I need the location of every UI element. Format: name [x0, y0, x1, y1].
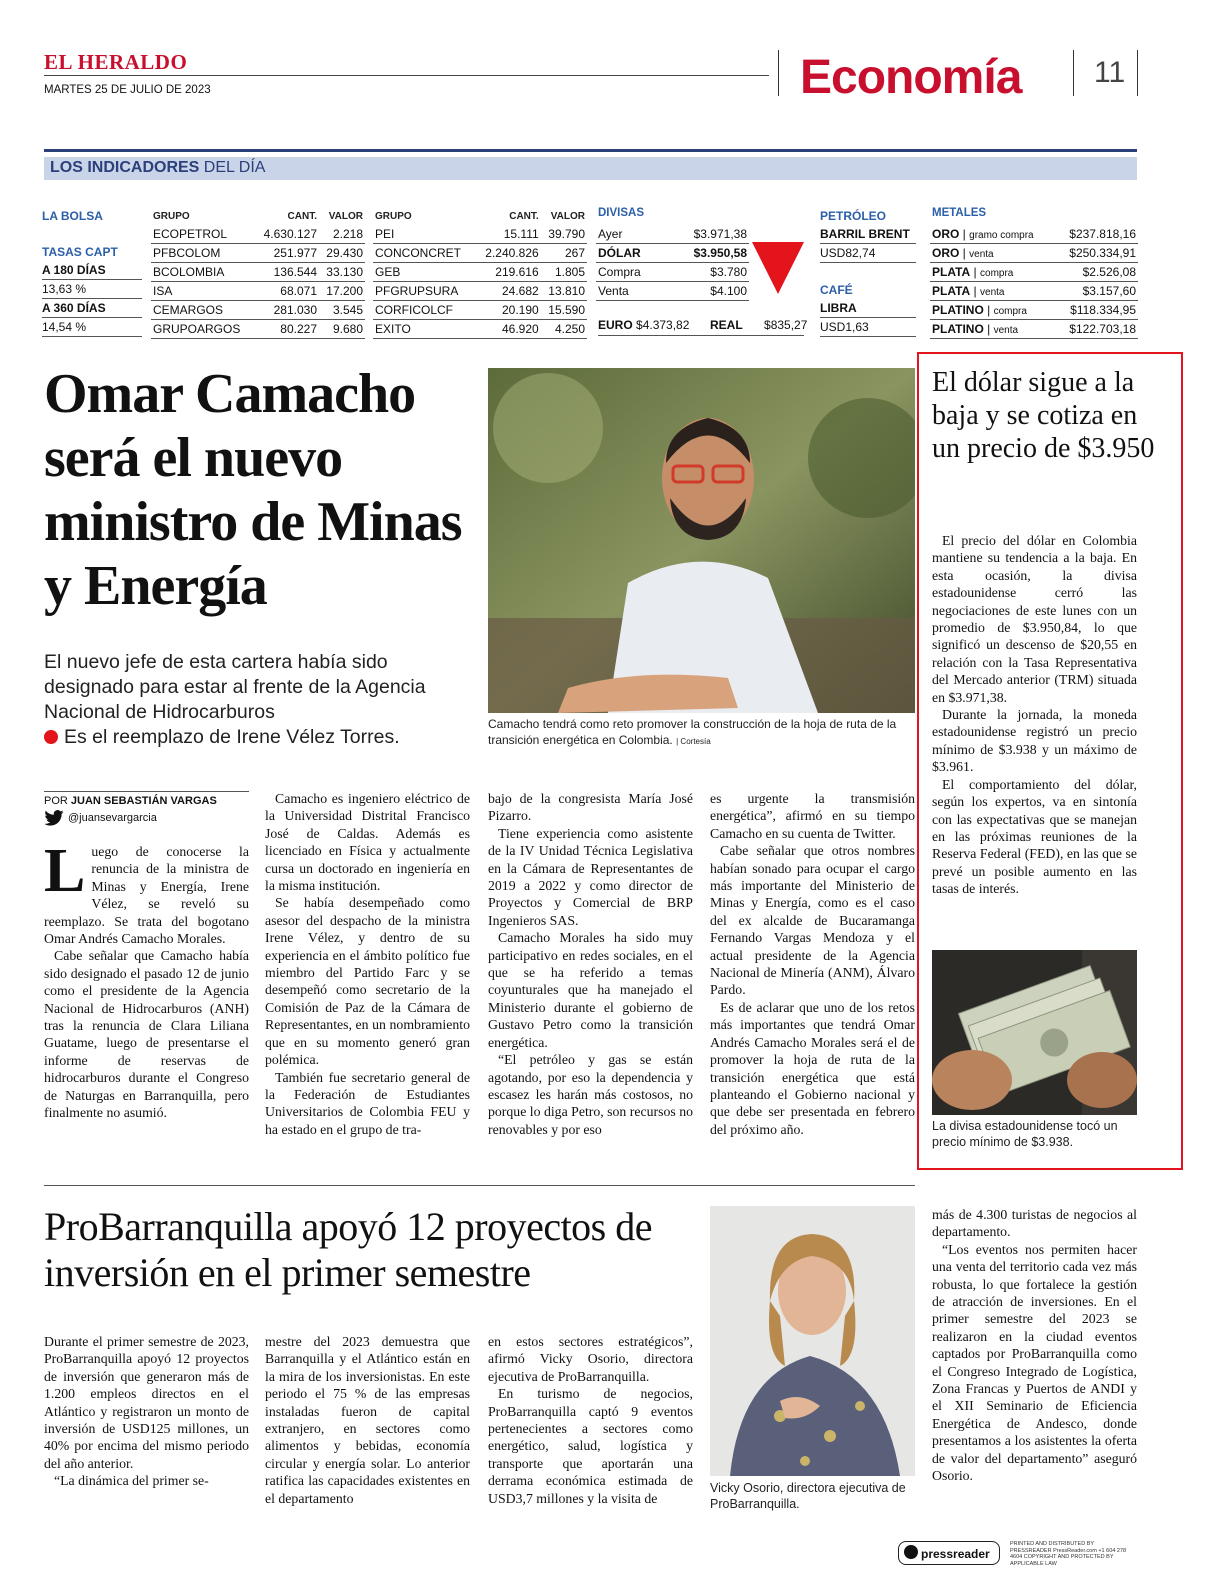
deck-text: El nuevo jefe de esta cartera había sido designado para estar al frente de la Agencia Nacional de Hidrocarburos [44, 651, 426, 723]
article-column-4: es urgente la transmisión energética”, afirmó en su tiempo Camacho en su cuenta de Twitter. Cabe señalar que otros nombres habían sonado para ocupar el cargo más importante del Ministerio de Minas y Energía, como es el caso del ex alcalde de Bucaramanga Fernando Vargas Mendoza y el actual presidente de la Agencia Nacional de Minería (ANM), Álvaro Pardo. Es de aclarar que uno de los retos más importantes que tendrá Omar Andrés Camacho Morales será el de promover la hoja de ruta de la transición energética que está planteando el Gobierno nacional y que debe ser presentada en febrero del próximo año. [710, 791, 915, 1137]
twitter-icon [44, 810, 64, 826]
table-row: EXITO 46.920 4.250 [373, 320, 587, 339]
brent-value: USD82,74 [820, 244, 916, 263]
article-headline: Omar Camacho será el nuevo ministro de Minas y Energía [44, 363, 462, 617]
stocks-table-left [151, 207, 365, 339]
table-row: PEI 15.111 39.790 [373, 225, 587, 244]
divisas-rule [598, 335, 804, 336]
col-header: VALOR [328, 210, 363, 222]
divisas-label: DIVISAS [598, 207, 645, 219]
table-row: Ayer $3.971,38 [596, 225, 749, 244]
article2-headline: ProBarranquilla apoyó 12 proyectos de inversión en el primer semestre [44, 1204, 653, 1295]
table-row: GEB 219.616 1.805 [373, 263, 587, 282]
pressreader-icon [904, 1545, 918, 1559]
metales-table [930, 225, 1138, 339]
tasas-label: TASAS CAPT [42, 245, 118, 259]
table-row: PLATINO | compra $118.334,95 [930, 301, 1138, 320]
deck-bullet-line [44, 725, 474, 750]
sidebar-headline: El dólar sigue a la baja y se cotiza en un precio de $3.950 [932, 367, 1155, 464]
article-column-1: Luego de conocerse la renuncia de la ministra de Minas y Energía, Irene Vélez, se reveló su reemplazo. Se trata del bogotano Omar Andrés Camacho Morales. Cabe señalar que Camacho había sido designado el pasado 12 de junio como el presidente de la Agencia Nacional de Hidrocarburos (ANH) tras la renuncia de Clara Liliana Guatame, luego de presentarse el informe de reservas de hidrocarburos durante el Congreso de Naturgas en Barranquilla, pero finalmente no asumió. [44, 837, 249, 1121]
article2-column-4: más de 4.300 turistas de negocios al departamento. “Los eventos nos permiten hacer una venta del territorio cada vez más robusta, lo que fortalece la gestión de atracción de inversiones. En el primer semestre del 2023 se realizaron en la ciudad eventos captados por ProBarranquilla como el Congreso Integrado de Logística, Zona Francas y Puertos de ANDI y el XII Seminario de Eficiencia Energética de Andesco, donde presentamos a los asistentes la oferta de valor del departamento” aseguró Osorio. [932, 1207, 1137, 1484]
tasa-label: A 360 DÍAS [42, 299, 142, 318]
bolsa-label: LA BOLSA [42, 209, 103, 223]
table-row: ISA 68.071 17.200 [151, 282, 365, 301]
section-title: Economía [800, 51, 1022, 104]
article-deck [44, 650, 474, 750]
table-row: CORFICOLCF 20.190 15.590 [373, 301, 587, 320]
pressreader-fine-print: PRINTED AND DISTRIBUTED BY PRESSREADER PressReader.com +1 604 278 4604 COPYRIGHT AND PROTECTED BY APPLICABLE LAW [1010, 1541, 1127, 1567]
article-column-3: bajo de la congresista María José Pizarro. Tiene experiencia como asistente de la IV Unidad Técnica Legislativa en la Cámara de Representantes de 2019 a 2022 y como director de Proyectos y Comercial de BRP Ingenieros SAS. Camacho Morales ha sido muy participativo en redes sociales, en el que se ha referido a temas coyunturales que ha manejado el Ministerio durante el gobierno de Gustavo Petro como la transición energética. “El petróleo y gas se están agotando, por eso la dependencia y escasez les harán más costosos, no porque lo diga Petro, son recursos no renovables y por eso [488, 791, 693, 1137]
brent-label: BARRIL BRENT [820, 225, 916, 244]
table-row: ORO | venta $250.334,91 [930, 244, 1138, 263]
section-separator [44, 1185, 915, 1186]
table-row: ORO | gramo compra $237.818,16 [930, 225, 1138, 244]
sidebar-photo-caption: La divisa estadounidense tocó un precio mínimo de $3.938. [932, 1119, 1118, 1149]
drop-cap: L [44, 837, 86, 905]
table-row: CONCONCRET 2.240.826 267 [373, 244, 587, 263]
paper-date: MARTES 25 DE JULIO DE 2023 [44, 84, 211, 96]
article2-column-1: Durante el primer semestre de 2023, ProBarranquilla apoyó 12 proyectos de inversión que generaron más de 1.200 empleos directos en el Atlántico y registraron un monto de inversión de USD125 millones, un 40% por encima del mismo periodo del año anterior. “La dinámica del primer se- [44, 1334, 249, 1489]
petroleo-label: PETRÓLEO [820, 209, 887, 223]
byline: POR JUAN SEBASTIÁN VARGAS @juansevargarcia [44, 791, 249, 826]
libra-value: USD1,63 [820, 318, 916, 337]
paper-name: EL HERALDO [44, 50, 188, 74]
pressreader-logo: pressreader [898, 1541, 1000, 1565]
bullet-icon [44, 730, 58, 744]
metales-label: METALES [932, 207, 987, 219]
header-divider [1073, 50, 1074, 96]
table-row: PLATINO | venta $122.703,18 [930, 320, 1138, 339]
cafe-label: CAFÉ [820, 283, 853, 297]
table-row: PLATA | venta $3.157,60 [930, 282, 1138, 301]
libra-label: LIBRA [820, 299, 916, 318]
twitter-handle[interactable]: @juansevargarcia [68, 812, 157, 824]
tasa-label: A 180 DÍAS [42, 261, 142, 280]
table-row: PFBCOLOM 251.977 29.430 [151, 244, 365, 263]
col-header: CANT. [287, 210, 317, 222]
col-header: CANT. [509, 210, 539, 222]
article2-column-2: mestre del 2023 demuestra que Barranquilla y el Atlántico están en la mira de los inversionistas. En este periodo el 75 % de las empresas instaladas fueron de capital extranjero, en sectores como alimentos y bebidas, economía circular y energía solar. Lo anterior ratifica las capacidades existentes en el departamento [265, 1334, 470, 1506]
col-header: GRUPO [375, 210, 412, 222]
col-header: GRUPO [153, 210, 190, 222]
deck-bullet-text: Es el reemplazo de Irene Vélez Torres. [64, 726, 400, 748]
euro-rate: EURO $4.373,82 [598, 318, 690, 332]
author-name: JUAN SEBASTIÁN VARGAS [70, 795, 217, 807]
tasas-column [42, 207, 142, 337]
article-column-2: Camacho es ingeniero eléctrico de la Universidad Distrital Francisco José de Caldas. Además es licenciado en Física y actualmente cursa un doctorado en ingeniería en la misma institución. Se había desempeñado como asesor del despacho de la ministra Irene Vélez, y dentro de su experiencia en el ámbito político fue miembro del Partido Farc y se desempeñó como secretario de la Comisión de Paz de la Cámara de Representantes, en un nombramiento que en su momento generó gran polémica. También fue secretario general de la Federación de Estudiantes Universitarios de Colombia FEU y ha estado en el grupo de tra- [265, 791, 470, 1137]
table-row: ECOPETROL 4.630.127 2.218 [151, 225, 365, 244]
table-row: CEMARGOS 281.030 3.545 [151, 301, 365, 320]
divisas-table [596, 225, 749, 301]
header-divider [778, 50, 779, 96]
camacho-photo [488, 368, 915, 713]
page-number: 11 [1094, 56, 1126, 89]
header-rule [44, 75, 769, 76]
photo-caption: Camacho tendrá como reto promover la construcción de la hoja de ruta de la transición energética en Colombia. | Cortesía [488, 717, 897, 747]
dollar-photo [932, 950, 1137, 1115]
table-row: Compra $3.780 [596, 263, 749, 282]
indicators-title: LOS INDICADORES DEL DÍA [50, 159, 266, 176]
table-row: Venta $4.100 [596, 282, 749, 301]
commodities-column [820, 207, 916, 337]
down-arrow-icon [752, 242, 804, 294]
header-divider [1137, 50, 1138, 96]
table-row: GRUPOARGOS 80.227 9.680 [151, 320, 365, 339]
osorio-photo-caption: Vicky Osorio, directora ejecutiva de ProBarranquilla. [710, 1481, 906, 1511]
tasa-value: 14,54 % [42, 318, 142, 337]
tasa-value: 13,63 % [42, 280, 142, 299]
table-row: PLATA | compra $2.526,08 [930, 263, 1138, 282]
table-row: BCOLOMBIA 136.544 33.130 [151, 263, 365, 282]
indicators-top-rule [44, 149, 1137, 152]
real-rate: REAL $835,27 [710, 318, 808, 332]
table-row: PFGRUPSURA 24.682 13.810 [373, 282, 587, 301]
article2-column-3: en estos sectores estratégicos”, afirmó Vicky Osorio, directora ejecutiva de ProBarranquilla. En turismo de negocios, ProBarranquilla captó 9 eventos pertenecientes a sectores como energético, salud, logística y transporte que aportarán una derrama económica estimada de USD3,7 millones y la visita de [488, 1334, 693, 1506]
stocks-table-right [373, 207, 587, 339]
sidebar-text: El precio del dólar en Colombia mantiene su tendencia a la baja. En esta ocasión, la divisa estadounidense cerró las negociaciones de este lunes con un promedio de $3.950,84, lo que significó un descenso de $20,55 en relación con la Tasa Representativa del Mercado anterior (TRM) situada en $3.971,38. Durante la jornada, la moneda estadounidense registró un precio mínimo de $3.938 y un máximo de $3.961. El comportamiento del dólar, según los expertos, va en sintonía con las expectativas que se manejan en las próximas reuniones de la Reserva Federal (FED), en las que se prevé un posible aumento en las tasas de interés. [932, 533, 1137, 897]
osorio-photo [710, 1206, 915, 1476]
col-header: VALOR [550, 210, 585, 222]
table-row: DÓLAR $3.950,58 [596, 244, 749, 263]
